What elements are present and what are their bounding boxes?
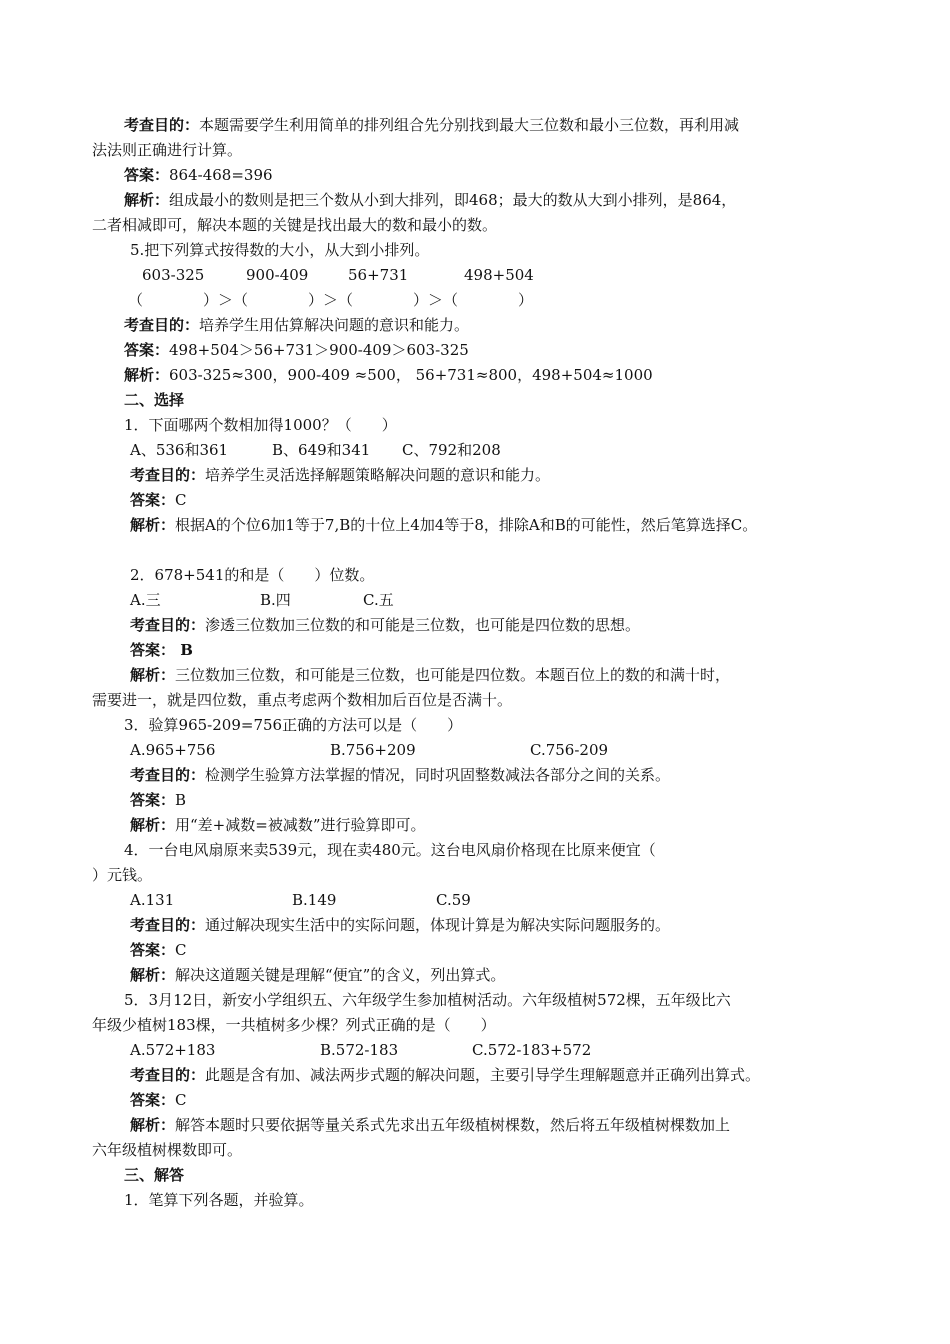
answer-line: 答案：C — [130, 941, 187, 959]
answer-line: 答案：C — [130, 1091, 187, 1109]
question-stem-cont: 年级少植树183棵，一共植树多少棵？列式正确的是（ ） — [92, 1016, 496, 1034]
answer-line: 答案：498+504＞56+731＞900-409＞603-325 — [124, 341, 469, 359]
question-stem: 5．3月12日，新安小学组织五、六年级学生参加植树活动。六年级植树572棵，五年级比六 — [124, 991, 731, 1009]
answer-line: 答案：864-468=396 — [124, 166, 273, 184]
explanation-line-cont: 二者相减即可，解决本题的关键是找出最大的数和最小的数。 — [92, 216, 498, 234]
question-stem: 1．笔算下列各题，并验算。 — [124, 1191, 314, 1209]
question-stem: 5.把下列算式按得数的大小，从大到小排列。 — [130, 241, 430, 259]
question-stem: 3．验算965-209=756正确的方法可以是（ ） — [124, 716, 463, 734]
question-stem: 1．下面哪两个数相加得1000？（ ） — [124, 416, 397, 434]
options-row: A、536和361 B、649和341 C、792和208 — [130, 441, 501, 459]
options-row: A.965+756 B.756+209 C.756-209 — [130, 741, 609, 759]
explanation-line: 解析：解决这道题关键是理解“便宜”的含义，列出算式。 — [130, 966, 506, 984]
section-title-answer: 三、解答 — [124, 1166, 185, 1184]
purpose-line: 考查目的：培养学生灵活选择解题策略解决问题的意识和能力。 — [130, 466, 551, 484]
purpose-line: 考查目的：渗透三位数加三位数的和可能是三位数，也可能是四位数的思想。 — [130, 616, 641, 634]
explanation-line-cont: 需要进一，就是四位数，重点考虑两个数相加后百位是否满十。 — [92, 691, 513, 709]
purpose-line: 考查目的：本题需要学生利用简单的排列组合先分别找到最大三位数和最小三位数，再利用减 — [124, 116, 740, 134]
explanation-line-cont: 六年级植树棵数即可。 — [92, 1141, 243, 1159]
question-stem: 4．一台电风扇原来卖539元，现在卖480元。这台电风扇价格现在比原来便宜（ — [124, 841, 656, 859]
purpose-line: 考查目的：检测学生验算方法掌握的情况，同时巩固整数减法各部分之间的关系。 — [130, 766, 671, 784]
explanation-line: 解析：根据A的个位6加1等于7,B的十位上4加4等于8，排除A和B的可能性，然后笔算选择C。 — [130, 516, 758, 534]
document-page — [92, 113, 852, 1213]
purpose-line: 考查目的：此题是含有加、减法两步式题的解决问题，主要引导学生理解题意并正确列出算式。 — [130, 1066, 761, 1084]
explanation-line: 解析：解答本题时只要依据等量关系式先求出五年级植树棵数，然后将五年级植树棵数加上 — [130, 1116, 731, 1134]
purpose-line: 考查目的：培养学生用估算解决问题的意识和能力。 — [124, 316, 470, 334]
spacer — [92, 538, 852, 563]
answer-line: 答案：C — [130, 491, 187, 509]
question-stem-cont: ）元钱。 — [92, 866, 153, 884]
answer-blanks: （ ）＞（ ）＞（ ）＞（ ） — [128, 291, 534, 309]
section-title-choice: 二、选择 — [124, 391, 185, 409]
options-row: A.572+183 B.572-183 C.572-183+572 — [130, 1041, 592, 1059]
explanation-line: 解析：603-325≈300，900-409 ≈500， 56+731≈800，498+504≈1000 — [124, 366, 653, 384]
purpose-line-cont: 法法则正确进行计算。 — [92, 141, 243, 159]
question-stem: 2．678+541的和是（ ）位数。 — [130, 566, 375, 584]
expression-row: 603-325 900-409 56+731 498+504 — [142, 266, 534, 284]
options-row: A.三 B.四 C.五 — [130, 591, 394, 609]
explanation-line: 解析：用“差+减数=被减数”进行验算即可。 — [130, 816, 426, 834]
answer-line: 答案： B — [130, 641, 193, 659]
answer-line: 答案：B — [130, 791, 187, 809]
options-row: A.131 B.149 C.59 — [130, 891, 471, 909]
purpose-line: 考查目的：通过解决现实生活中的实际问题，体现计算是为解决实际问题服务的。 — [130, 916, 671, 934]
explanation-line: 解析：三位数加三位数，和可能是三位数，也可能是四位数。本题百位上的数的和满十时， — [130, 666, 731, 684]
explanation-line: 解析：组成最小的数则是把三个数从小到大排列，即468；最大的数从大到小排列，是864， — [124, 191, 737, 209]
